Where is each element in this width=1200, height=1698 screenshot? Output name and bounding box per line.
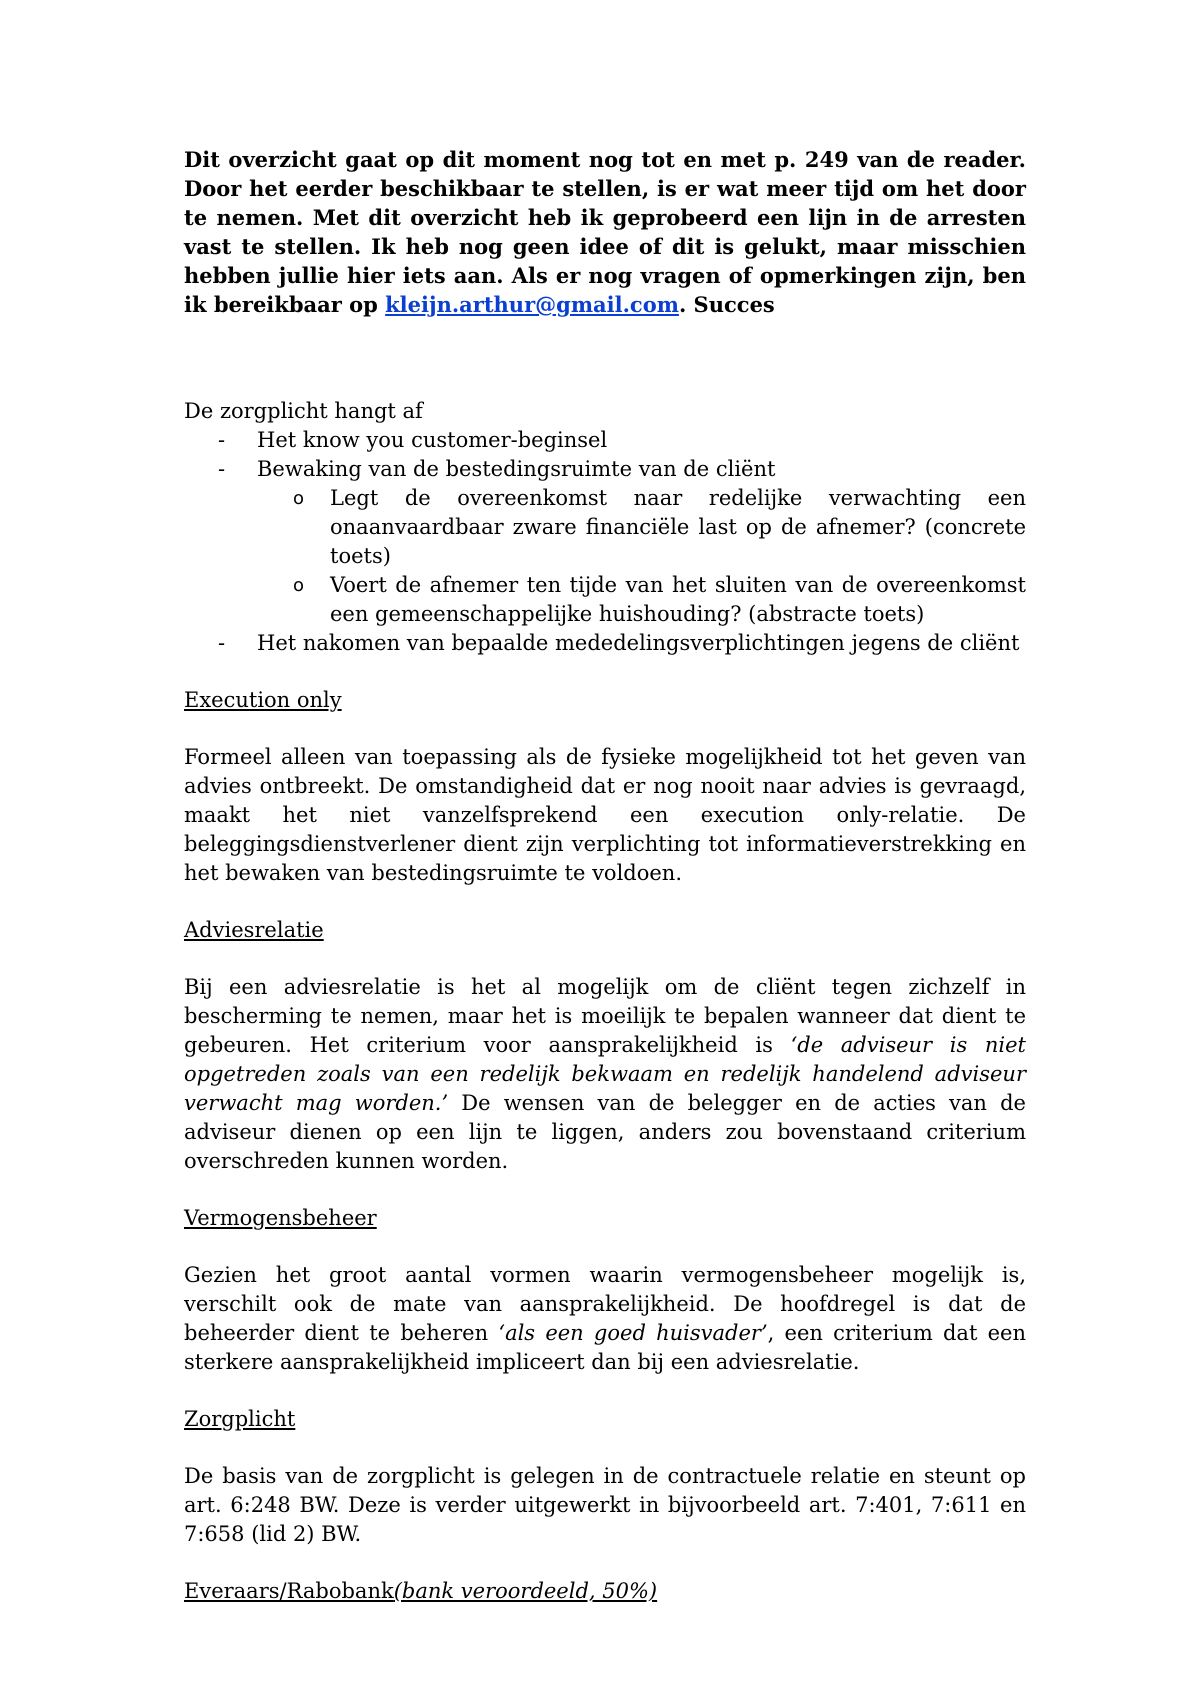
- list-item: - Bewaking van de bestedingsruimte van de cliënt o Legt de overeenkomst naar redelijke verwachting een onaanvaardbaar zware financiële last op de afnemer? (concrete toets) o Voert de afnemer ten tijde van het sluiten van de overeenkomst een gemeenschappelijke huishouding? (abstracte toets): [184, 455, 1026, 629]
- adviesrelatie-body: Bij een adviesrelatie is het al mogelijk om de cliënt tegen zichzelf in bescherming te nemen, maar het is moeilijk te bepalen wanneer dat dient te gebeuren. Het criterium voor aansprakelijkheid is ‘de adviseur is niet opgetreden zoals van een redelijk bekwaam en redelijk handelend adviseur verwacht mag worden.’ De wensen van de belegger en de acties van de adviseur dienen op een lijn te liggen, anders zou bovenstaand criterium overschreden kunnen worden.: [184, 975, 1026, 1173]
- zorgplicht-lead: De zorgplicht hangt af: [184, 399, 423, 423]
- zorgplicht-heading: Zorgplicht: [184, 1407, 296, 1431]
- intro-text: Dit overzicht gaat op dit moment nog tot en met p. 249 van de reader. Door het eerder beschikbaar te stellen, is er wat meer tijd om het door te nemen. Met dit overzicht heb ik geprobeerd een lijn in de arresten vast te stellen. Ik heb nog geen idee of dit is gelukt, maar misschien hebben jullie hier iets aan. Als er nog vragen of opmerkingen zijn, ben ik bereikbaar op: [184, 147, 1026, 317]
- zorgplicht-body: De basis van de zorgplicht is gelegen in de contractuele relatie en steunt op art. 6:248 BW. Deze is verder uitgewerkt in bijvoorbeeld art. 7:401, 7:611 en 7:658 (lid 2) BW.: [184, 1464, 1026, 1546]
- intro-closing: . Succes: [678, 292, 775, 317]
- verdict-note: (bank veroordeeld, 50%): [393, 1579, 658, 1603]
- execution-only-body: Formeel alleen van toepassing als de fysieke mogelijkheid tot het geven van advies ontbreekt. De omstandigheid dat er nog nooit naar advies is gevraagd, maakt het niet vanzelfsprekend een execution only-relatie. De beleggingsdienstverlener dient zijn verplichting tot informatieverstrekking en het bewaken van bestedingsruimte te voldoen.: [184, 745, 1026, 885]
- huisvader-quote: ‘als een goed huisvader’: [498, 1321, 768, 1345]
- dash-bullet: -: [218, 631, 226, 655]
- list-item: - Het know you customer-beginsel: [184, 426, 1026, 455]
- document-page: [184, 145, 1026, 1606]
- bestedingsruimte-sublist: [257, 484, 1026, 629]
- zorgplicht-factor-list: [184, 426, 1026, 658]
- intro-paragraph: [184, 145, 1026, 319]
- vermogensbeheer-body: Gezien het groot aantal vormen waarin vermogensbeheer mogelijk is, verschilt ook de mate van aansprakelijkheid. De hoofdregel is dat de beheerder dient te beheren ‘als een goed huisvader’, een criterium dat een sterkere aansprakelijkheid impliceert dan bij een adviesrelatie.: [184, 1263, 1026, 1374]
- dash-bullet: -: [218, 457, 226, 481]
- dash-bullet: -: [218, 428, 226, 452]
- adviesrelatie-heading: Adviesrelatie: [184, 918, 324, 942]
- criterium-quote: ‘de adviseur is niet opgetreden zoals van een redelijk bekwaam en redelijk handelend adviseur verwacht mag worden.’: [184, 1033, 1026, 1115]
- circle-bullet: o: [293, 488, 305, 509]
- list-item: - Het nakomen van bepaalde mededelingsverplichtingen jegens de cliënt: [184, 629, 1026, 658]
- vermogensbeheer-heading: Vermogensbeheer: [184, 1206, 377, 1230]
- execution-only-heading: Execution only: [184, 688, 342, 712]
- sub-list-item: o Voert de afnemer ten tijde van het sluiten van de overeenkomst een gemeenschappelijke huishouding? (abstracte toets): [293, 573, 1026, 626]
- everaars-heading: Everaars/Rabobank(bank veroordeeld, 50%): [184, 1579, 658, 1603]
- circle-bullet: o: [293, 575, 305, 596]
- email-link[interactable]: kleijn.arthur@gmail.com: [385, 292, 679, 317]
- sub-list-item: o Legt de overeenkomst naar redelijke verwachting een onaanvaardbaar zware financiële last op de afnemer? (concrete toets): [293, 486, 1026, 568]
